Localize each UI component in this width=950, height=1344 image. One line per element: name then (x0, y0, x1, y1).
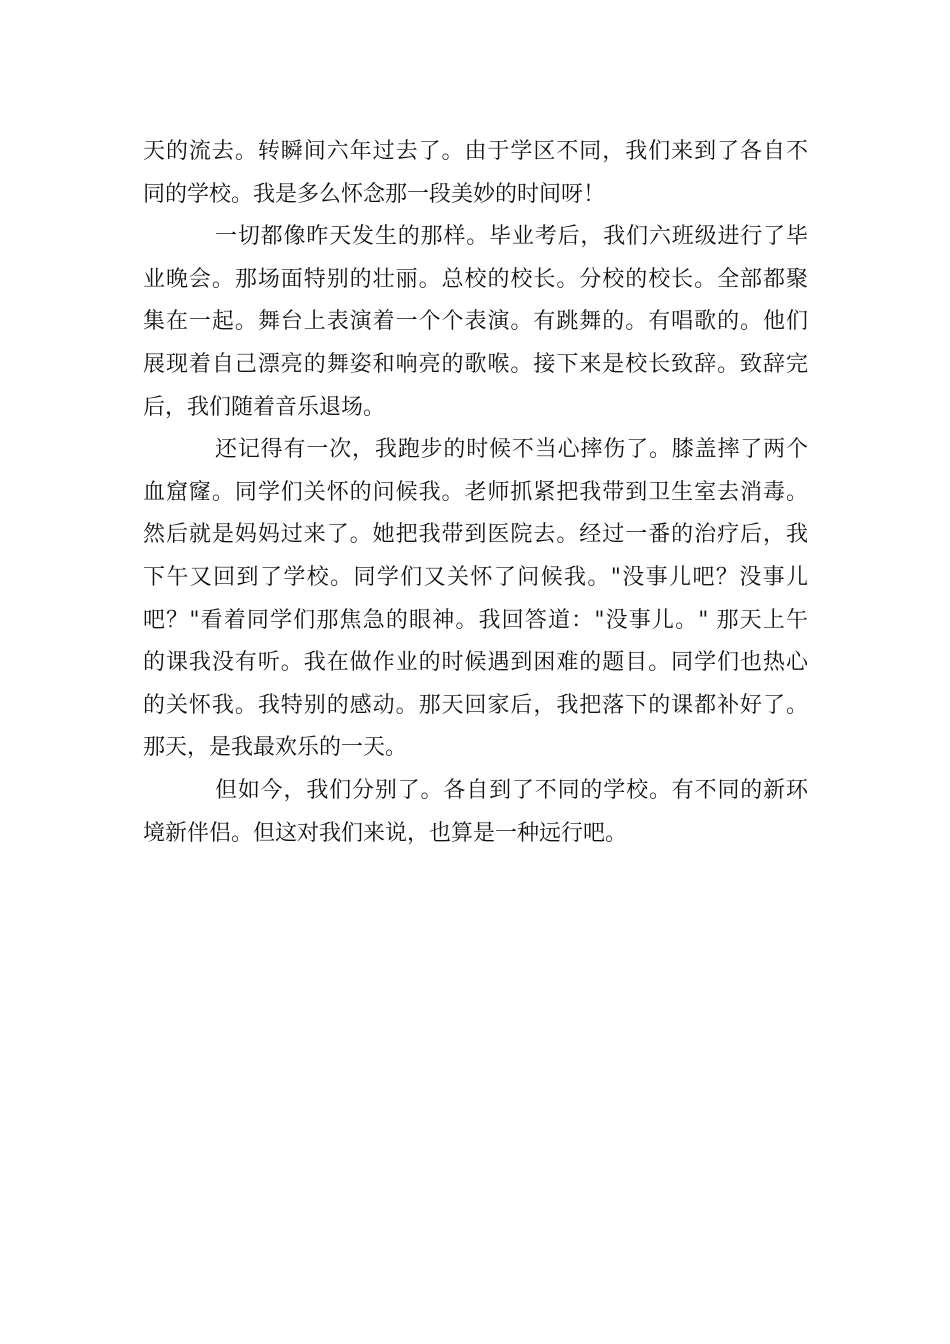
paragraph-3 (143, 429, 808, 770)
text-line: 境新伴侣。但这对我们来说，也算是一种远行吧。 (143, 820, 628, 846)
text-line: 的关怀我。我特别的感动。那天回家后，我把落下的课都补好了。 (143, 692, 808, 718)
document-body (143, 131, 808, 855)
paragraph-4 (143, 770, 808, 855)
text-line: 吧？"看着同学们那焦急的眼神。我回答道："没事儿。" 那天上午 (143, 607, 808, 633)
paragraph-1 (143, 131, 808, 216)
text-line: 一切都像昨天发生的那样。毕业考后，我们六班级进行了毕 (215, 224, 808, 250)
text-line: 还记得有一次，我跑步的时候不当心摔伤了。膝盖摔了两个 (215, 437, 808, 463)
text-line: 业晚会。那场面特别的壮丽。总校的校长。分校的校长。全部都聚 (143, 266, 808, 292)
text-line: 同的学校。我是多么怀念那一段美妙的时间呀！ (143, 181, 606, 207)
text-line: 下午又回到了学校。同学们又关怀了问候我。"没事儿吧？没事儿 (143, 564, 808, 590)
text-line: 然后就是妈妈过来了。她把我带到医院去。经过一番的治疗后，我 (143, 522, 808, 548)
text-line: 的课我没有听。我在做作业的时候遇到困难的题目。同学们也热心 (143, 650, 808, 676)
text-line: 展现着自己漂亮的舞姿和响亮的歌喉。接下来是校长致辞。致辞完 (143, 351, 808, 377)
text-line: 血窟窿。同学们关怀的问候我。老师抓紧把我带到卫生室去消毒。 (143, 479, 808, 505)
text-line: 后，我们随着音乐退场。 (143, 394, 386, 420)
paragraph-2 (143, 216, 808, 429)
text-line: 那天，是我最欢乐的一天。 (143, 735, 408, 761)
text-line: 天的流去。转瞬间六年过去了。由于学区不同，我们来到了各自不 (143, 139, 808, 164)
text-line: 但如今，我们分别了。各自到了不同的学校。有不同的新环 (215, 777, 808, 803)
text-line: 集在一起。舞台上表演着一个个表演。有跳舞的。有唱歌的。他们 (143, 309, 808, 335)
